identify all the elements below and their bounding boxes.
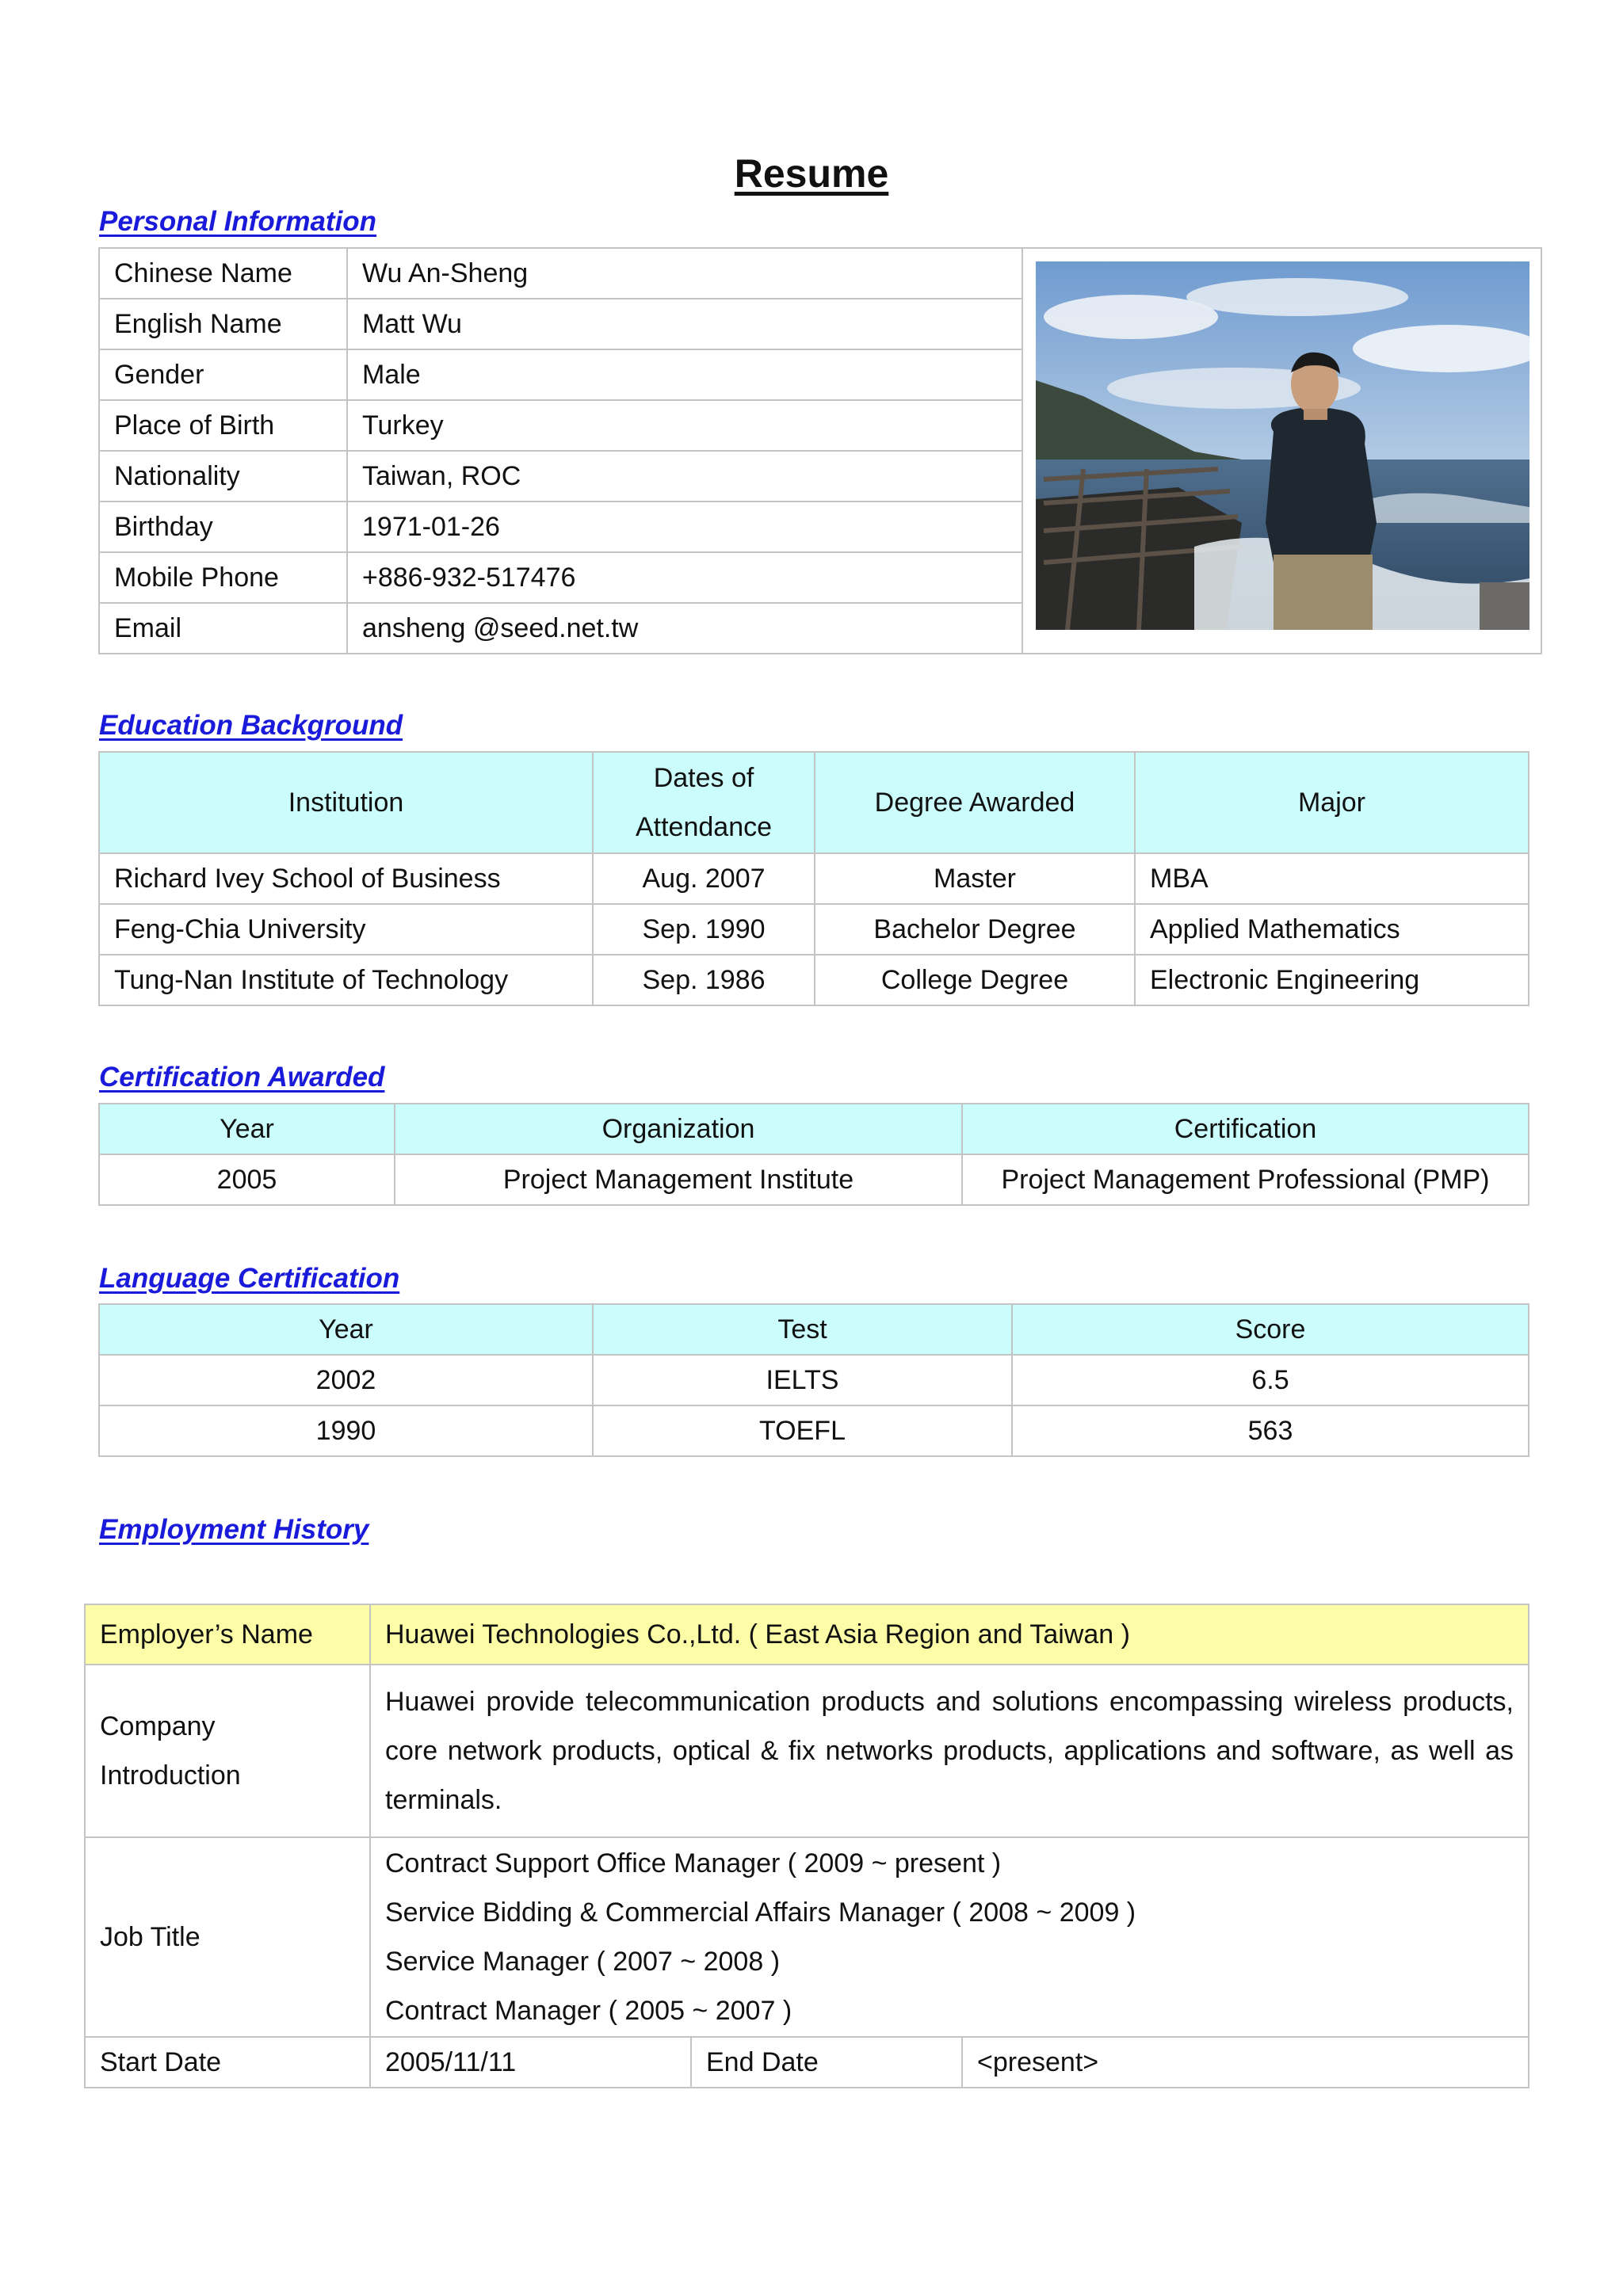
- table-row: [85, 1665, 1529, 1837]
- table-cell: 6.5: [1012, 1355, 1529, 1405]
- profile-photo: [1036, 261, 1529, 630]
- table-row: [99, 1405, 1529, 1456]
- section-employment-history: Employment History: [99, 1514, 369, 1545]
- employment-table: [84, 1604, 1529, 2088]
- job-title-item: Contract Support Office Manager ( 2009 ~ present ): [385, 1848, 1002, 1878]
- table-cell: College Degree: [815, 955, 1135, 1005]
- end-date-value: <present>: [962, 2037, 1529, 2088]
- column-header: Test: [593, 1304, 1012, 1355]
- company-intro-value: Huawei provide telecommunication products and solutions encompassing wireless products, core network products, optical & fix networks products, applications and software, as well as terminals.: [370, 1665, 1529, 1837]
- table-header-row: [99, 752, 1529, 853]
- column-header: Institution: [99, 752, 593, 853]
- table-cell: Applied Mathematics: [1135, 904, 1529, 955]
- table-row: [85, 1604, 1529, 1665]
- table-cell: Sep. 1990: [593, 904, 815, 955]
- section-certification-awarded: Certification Awarded: [99, 1062, 385, 1093]
- column-header: Score: [1012, 1304, 1529, 1355]
- table-cell: MBA: [1135, 853, 1529, 904]
- certification-table: [98, 1103, 1529, 1206]
- field-value: ansheng @seed.net.tw: [347, 603, 1022, 654]
- section-language-certification: Language Certification: [99, 1263, 400, 1294]
- column-header: Dates of Attendance: [593, 752, 815, 853]
- table-row: [99, 955, 1529, 1005]
- field-value: Taiwan, ROC: [347, 451, 1022, 502]
- table-cell: 2005: [99, 1154, 395, 1205]
- table-row: [85, 1837, 1529, 2037]
- table-row: [99, 904, 1529, 955]
- table-cell: Project Management Institute: [395, 1154, 962, 1205]
- field-label: Gender: [99, 349, 347, 400]
- start-date-label: Start Date: [85, 2037, 370, 2088]
- field-value: +886-932-517476: [347, 552, 1022, 603]
- field-label: English Name: [99, 299, 347, 349]
- section-personal-information: Personal Information: [99, 206, 377, 237]
- table-row: [99, 853, 1529, 904]
- table-row: [85, 2037, 1529, 2088]
- table-cell: Electronic Engineering: [1135, 955, 1529, 1005]
- column-header: Organization: [395, 1104, 962, 1154]
- job-title-item: Contract Manager ( 2005 ~ 2007 ): [385, 1996, 792, 2026]
- table-cell: 1990: [99, 1405, 593, 1456]
- table-cell: Aug. 2007: [593, 853, 815, 904]
- field-label: Chinese Name: [99, 248, 347, 299]
- table-header-row: [99, 1304, 1529, 1355]
- section-education-background: Education Background: [99, 710, 403, 741]
- table-row: [99, 248, 1541, 299]
- field-label: Email: [99, 603, 347, 654]
- table-cell: IELTS: [593, 1355, 1012, 1405]
- table-cell: TOEFL: [593, 1405, 1012, 1456]
- employer-value: Huawei Technologies Co.,Ltd. ( East Asia Region and Taiwan ): [370, 1604, 1529, 1665]
- column-header: Major: [1135, 752, 1529, 853]
- field-value: Wu An-Sheng: [347, 248, 1022, 299]
- table-row: [99, 1355, 1529, 1405]
- field-value: Matt Wu: [347, 299, 1022, 349]
- table-cell: Master: [815, 853, 1135, 904]
- column-header: Year: [99, 1104, 395, 1154]
- field-label: Nationality: [99, 451, 347, 502]
- table-cell: Tung-Nan Institute of Technology: [99, 955, 593, 1005]
- company-intro-label: Company Introduction: [85, 1665, 370, 1837]
- table-cell: 563: [1012, 1405, 1529, 1456]
- table-cell: Richard Ivey School of Business: [99, 853, 593, 904]
- employer-label: Employer’s Name: [85, 1604, 370, 1665]
- field-value: Turkey: [347, 400, 1022, 451]
- photo-cell: [1022, 248, 1541, 654]
- column-header: Degree Awarded: [815, 752, 1135, 853]
- table-header-row: [99, 1104, 1529, 1154]
- page-title: Resume: [734, 151, 889, 196]
- table-cell: Feng-Chia University: [99, 904, 593, 955]
- job-title-list: [370, 1837, 1529, 2037]
- start-date-value: 2005/11/11: [370, 2037, 691, 2088]
- table-cell: 2002: [99, 1355, 593, 1405]
- job-title-item: Service Manager ( 2007 ~ 2008 ): [385, 1947, 781, 1977]
- table-cell: Project Management Professional (PMP): [962, 1154, 1529, 1205]
- field-label: Mobile Phone: [99, 552, 347, 603]
- end-date-label: End Date: [691, 2037, 962, 2088]
- field-value: 1971-01-26: [347, 502, 1022, 552]
- table-cell: Bachelor Degree: [815, 904, 1135, 955]
- table-cell: Sep. 1986: [593, 955, 815, 1005]
- job-title-item: Service Bidding & Commercial Affairs Manager ( 2008 ~ 2009 ): [385, 1897, 1136, 1928]
- education-table: [98, 751, 1529, 1006]
- column-header: Certification: [962, 1104, 1529, 1154]
- field-label: Place of Birth: [99, 400, 347, 451]
- table-row: [99, 1154, 1529, 1205]
- field-value: Male: [347, 349, 1022, 400]
- job-title-label: Job Title: [85, 1837, 370, 2037]
- language-table: [98, 1303, 1529, 1457]
- field-label: Birthday: [99, 502, 347, 552]
- column-header: Year: [99, 1304, 593, 1355]
- personal-info-table: [98, 247, 1542, 654]
